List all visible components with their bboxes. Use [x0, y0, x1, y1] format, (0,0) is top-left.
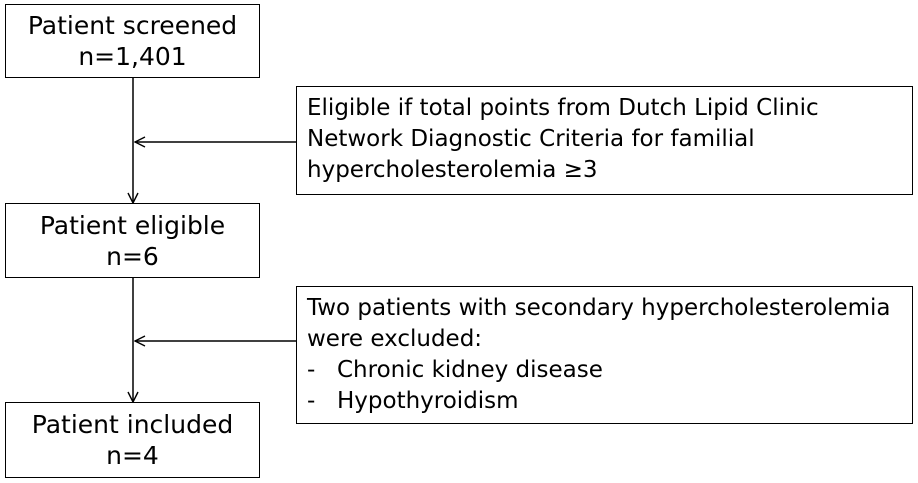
eligible-box: [5, 203, 260, 278]
exclusion-reason-item: [307, 386, 904, 417]
criteria-line-2: Network Diagnostic Criteria for familial: [307, 126, 755, 152]
eligible-count: n=6: [106, 241, 159, 271]
included-count: n=4: [106, 441, 159, 470]
bullet-dash: -: [307, 357, 316, 383]
exclusion-line-2: were excluded:: [307, 326, 483, 352]
screened-label: Patient screened: [27, 11, 238, 40]
exclusion-line-1: Two patients with secondary hypercholesterolemia: [307, 295, 891, 321]
exclusion-reason-ckd: Chronic kidney disease: [337, 357, 603, 383]
exclusion-box: [296, 286, 913, 424]
eligibility-criteria-box: [296, 86, 913, 195]
exclusion-reason-hypothyroidism: Hypothyroidism: [337, 388, 519, 414]
included-label: Patient included: [31, 410, 234, 439]
screened-box: [5, 4, 260, 78]
exclusion-reason-item: [307, 355, 904, 386]
screened-count: n=1,401: [78, 42, 187, 71]
criteria-line-3: hypercholesterolemia ≥3: [307, 157, 598, 183]
eligible-label: Patient eligible: [39, 210, 226, 240]
bullet-dash: -: [307, 388, 316, 414]
criteria-line-1: Eligible if total points from Dutch Lipid Clinic: [307, 95, 819, 121]
included-box: [5, 402, 260, 478]
